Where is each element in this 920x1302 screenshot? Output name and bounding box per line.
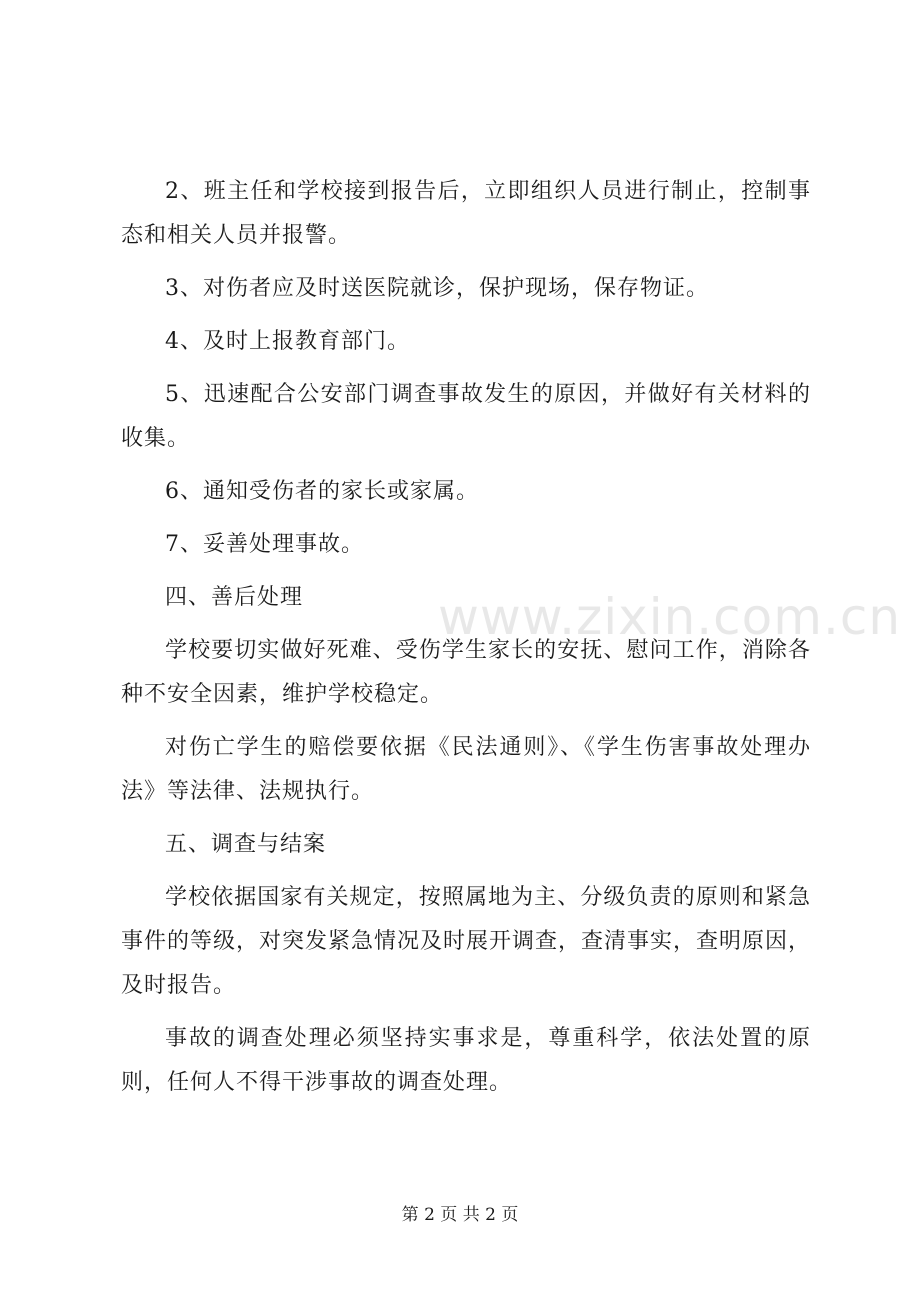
investigation-para-2: 事故的调查处理必须坚持实事求是，尊重科学，依法处置的原则，任何人不得干涉事故的调查处理。	[121, 1026, 811, 1095]
investigation-para-1: 学校依据国家有关规定，按照属地为主、分级负责的原则和紧急事件的等级，对突发紧急情况及时展开调查，查清事实，查明原因，及时报告。	[121, 885, 812, 998]
item-6: 6、通知受伤者的家长或家属。	[165, 479, 479, 504]
watermark: www.zixin.com.cn	[438, 588, 902, 646]
aftercare-para-2: 对伤亡学生的赔偿要依据《民法通则》、《学生伤害事故处理办法》等法律、法规执行。	[121, 735, 811, 804]
document-body	[121, 170, 811, 1114]
section-5-heading: 五、调查与结案	[165, 832, 327, 857]
item-5: 5、迅速配合公安部门调查事故发生的原因，并做好有关材料的收集。	[121, 382, 811, 451]
item-3: 3、对伤者应及时送医院就诊，保护现场，保存物证。	[165, 276, 709, 301]
item-7: 7、妥善处理事故。	[165, 532, 364, 557]
section-4-heading: 四、善后处理	[165, 585, 304, 610]
item-4: 4、及时上报教育部门。	[165, 329, 410, 354]
page-number-footer: 第 2 页 共 2 页	[401, 1205, 519, 1225]
aftercare-para-1: 学校要切实做好死难、受伤学生家长的安抚、慰问工作，消除各种不安全因素，维护学校稳定。	[121, 638, 811, 707]
item-2: 2、班主任和学校接到报告后，立即组织人员进行制止，控制事态和相关人员并报警。	[121, 179, 811, 248]
